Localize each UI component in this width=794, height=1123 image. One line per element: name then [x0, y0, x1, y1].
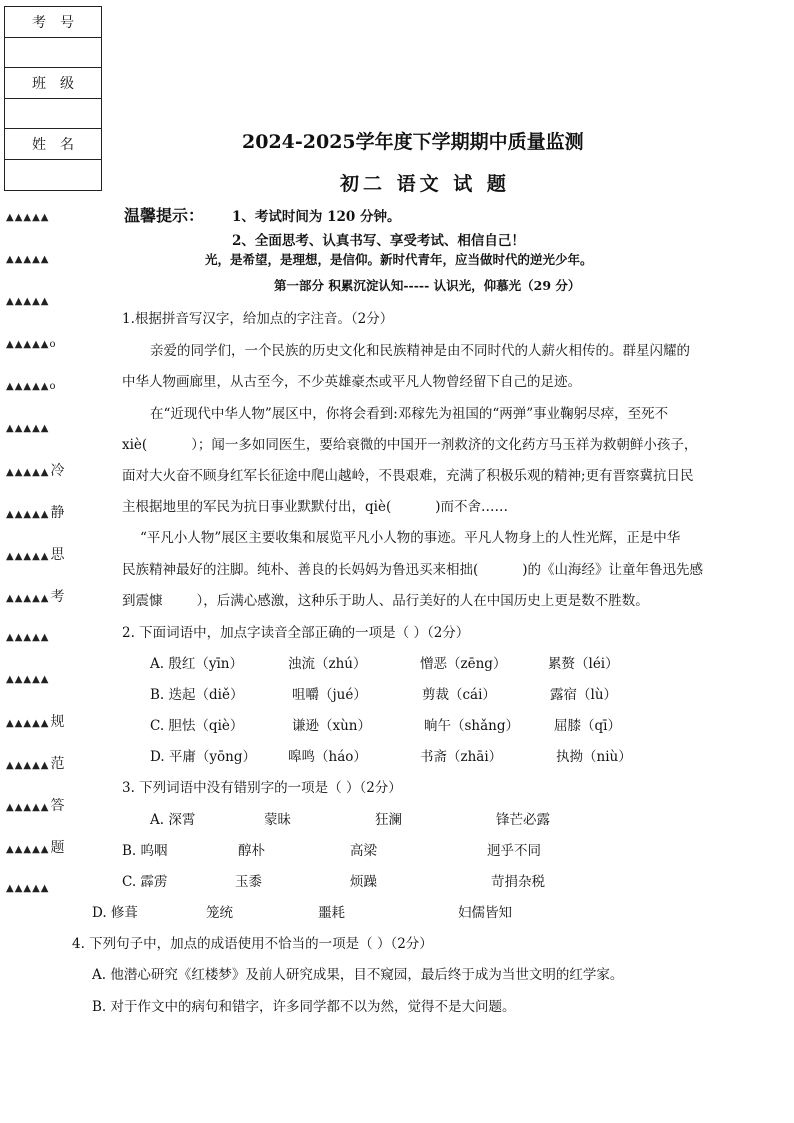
q3-option-word: 笼统 — [206, 905, 233, 921]
q3-option[interactable]: D. 修葺 — [92, 905, 138, 921]
seal-row: ▲▲▲▲▲思 — [6, 547, 65, 563]
q3-option-word: 妇儒皆知 — [458, 905, 512, 921]
q2-option-word: 执拗（niù） — [556, 749, 632, 765]
q1-paragraph: 主根据地里的军民为抗日事业默默付出，qiè( )而不舍…… — [122, 499, 508, 515]
q1-paragraph: 民族精神最好的注脚。纯朴、善良的长妈妈为鲁迅买来相拙( )的《山海经》让童年鲁迅先感 — [122, 562, 704, 578]
q3-stem: 3. 下列词语中没有错别字的一项是（ ）（2分） — [122, 780, 402, 796]
q2-option-word: 屈膝（qī） — [554, 718, 621, 734]
q1-paragraph: 亲爱的同学们，一个民族的历史文化和民族精神是由不同时代的人薪火相传的。群星闪耀的 — [150, 343, 690, 359]
seal-row: ▲▲▲▲▲ — [6, 212, 50, 223]
q2-option[interactable]: C. 胆怯（qiè） — [150, 718, 244, 734]
q3-option-word: 锋芒必露 — [496, 812, 550, 828]
q3-option-word: 迥乎不同 — [487, 843, 541, 859]
exam-title: 2024-2025学年度下学期期中质量监测 — [242, 131, 584, 153]
q3-option-word: 噩耗 — [318, 905, 345, 921]
name-label: 姓名 — [5, 129, 101, 160]
q1-stem: 1.根据拼音写汉字，给加点的字注音。（2分） — [122, 311, 394, 327]
seal-row: ▲▲▲▲▲ — [6, 883, 50, 894]
seal-row: ▲▲▲▲▲ — [6, 423, 50, 434]
q1-paragraph: 面对大火奋不顾身红军长征途中爬山越岭，不畏艰难，充满了积极乐观的精神;更有晋察冀抗日民 — [122, 468, 694, 484]
q1-paragraph: 到震慷 ），后满心感激，这种乐于助人、品行美好的人在中国历史上更是数不胜数。 — [122, 593, 649, 609]
tip-line-2: 2、全面思考、认真书写、享受考试、相信自己！ — [232, 233, 525, 249]
q2-option-word: 咀嚼（jué） — [292, 687, 367, 703]
q3-option-word: 狂澜 — [375, 812, 402, 828]
q2-stem: 2. 下面词语中，加点字读音全部正确的一项是（ ）（2分） — [122, 625, 470, 641]
q1-paragraph: 在“近现代中华人物”展区中，你将会看到:邓稼先为祖国的“两弹”事业鞠躬尽瘁，至死不 — [150, 406, 669, 422]
part-one-heading: 第一部分 积累沉淀认知----- 认识光，仰慕光（29 分） — [274, 278, 581, 293]
q2-option[interactable]: D. 平庸（yōng） — [150, 749, 257, 765]
seal-row: ▲▲▲▲▲规 — [6, 714, 65, 730]
seal-row: ▲▲▲▲▲ — [6, 296, 50, 307]
q2-option[interactable]: A. 殷红（yīn） — [150, 656, 243, 672]
q3-option-word: 醇朴 — [238, 843, 265, 859]
q4-stem: 4. 下列句子中，加点的成语使用不恰当的一项是（ ）（2分） — [72, 936, 433, 952]
q3-option[interactable]: C. 霹雳 — [122, 874, 168, 890]
q2-option-word: 憎恶（zēng） — [420, 656, 507, 672]
q2-option-word: 露宿（lù） — [550, 687, 618, 703]
q2-option-word: 谦逊（xùn） — [292, 718, 372, 734]
q2-option-word: 剪裁（cái） — [422, 687, 496, 703]
q3-option-word: 高梁 — [350, 843, 377, 859]
student-info-box — [4, 6, 102, 191]
seal-row: ▲▲▲▲▲范 — [6, 756, 65, 772]
seal-row: ▲▲▲▲▲静 — [6, 505, 65, 521]
seal-row: ▲▲▲▲▲题 — [6, 840, 65, 856]
seal-row: ▲▲▲▲▲ — [6, 674, 50, 685]
q2-option-word: 晌午（shǎng） — [424, 718, 520, 734]
q3-option-word: 苛捐杂税 — [491, 874, 545, 890]
exam-number-field[interactable] — [5, 38, 101, 69]
q3-option-word: 烦躁 — [350, 874, 377, 890]
q1-paragraph: xiè( ）；闻一多如同医生，要给衰微的中国开一剂救济的文化药方马玉祥为救朝鲜小孩子， — [122, 437, 698, 453]
q2-option-word: 累赘（léi） — [548, 656, 619, 672]
q1-paragraph: “平凡小人物”展区主要收集和展览平凡小人物的事迹。平凡人物身上的人性光辉，正是中华 — [140, 530, 681, 546]
tips-label: 温馨提示： — [124, 206, 205, 225]
class-label: 班级 — [5, 68, 101, 99]
class-field[interactable] — [5, 99, 101, 130]
seal-row: ▲▲▲▲▲o — [6, 381, 57, 392]
seal-row: ▲▲▲▲▲答 — [6, 798, 65, 814]
seal-row: ▲▲▲▲▲ — [6, 254, 50, 265]
q2-option-word: 嗥鸣（háo） — [288, 749, 367, 765]
name-field[interactable] — [5, 160, 101, 191]
exam-subtitle: 初二 语文 试 题 — [340, 173, 510, 195]
slogan: 光，是希望，是理想，是信仰。新时代青年，应当做时代的逆光少年。 — [205, 252, 593, 267]
q2-option-word: 浊流（zhú） — [288, 656, 367, 672]
q3-option-word: 蒙昧 — [264, 812, 291, 828]
q1-paragraph: 中华人物画廊里，从古至今，不少英雄豪杰或平凡人物曾经留下自己的足迹。 — [122, 374, 581, 390]
q4-option[interactable]: A. 他潜心研究《红楼梦》及前人研究成果，目不窥园，最后终于成为当世文明的红学家。 — [92, 967, 624, 983]
q3-option[interactable]: A. 深霄 — [150, 812, 196, 828]
q2-option-word: 书斋（zhāi） — [420, 749, 503, 765]
q3-option[interactable]: B. 呜咽 — [122, 843, 168, 859]
q4-option[interactable]: B. 对于作文中的病句和错字，许多同学都不以为然，觉得不是大问题。 — [92, 999, 516, 1015]
seal-row: ▲▲▲▲▲ — [6, 632, 50, 643]
tip-line-1: 1、考试时间为 120 分钟。 — [232, 209, 401, 225]
seal-row: ▲▲▲▲▲o — [6, 339, 57, 350]
q3-option-word: 玉黍 — [235, 874, 262, 890]
seal-row: ▲▲▲▲▲考 — [6, 589, 65, 605]
seal-row: ▲▲▲▲▲冷 — [6, 463, 65, 479]
exam-number-label: 考号 — [5, 7, 101, 38]
q2-option[interactable]: B. 迭起（diě） — [150, 687, 244, 703]
